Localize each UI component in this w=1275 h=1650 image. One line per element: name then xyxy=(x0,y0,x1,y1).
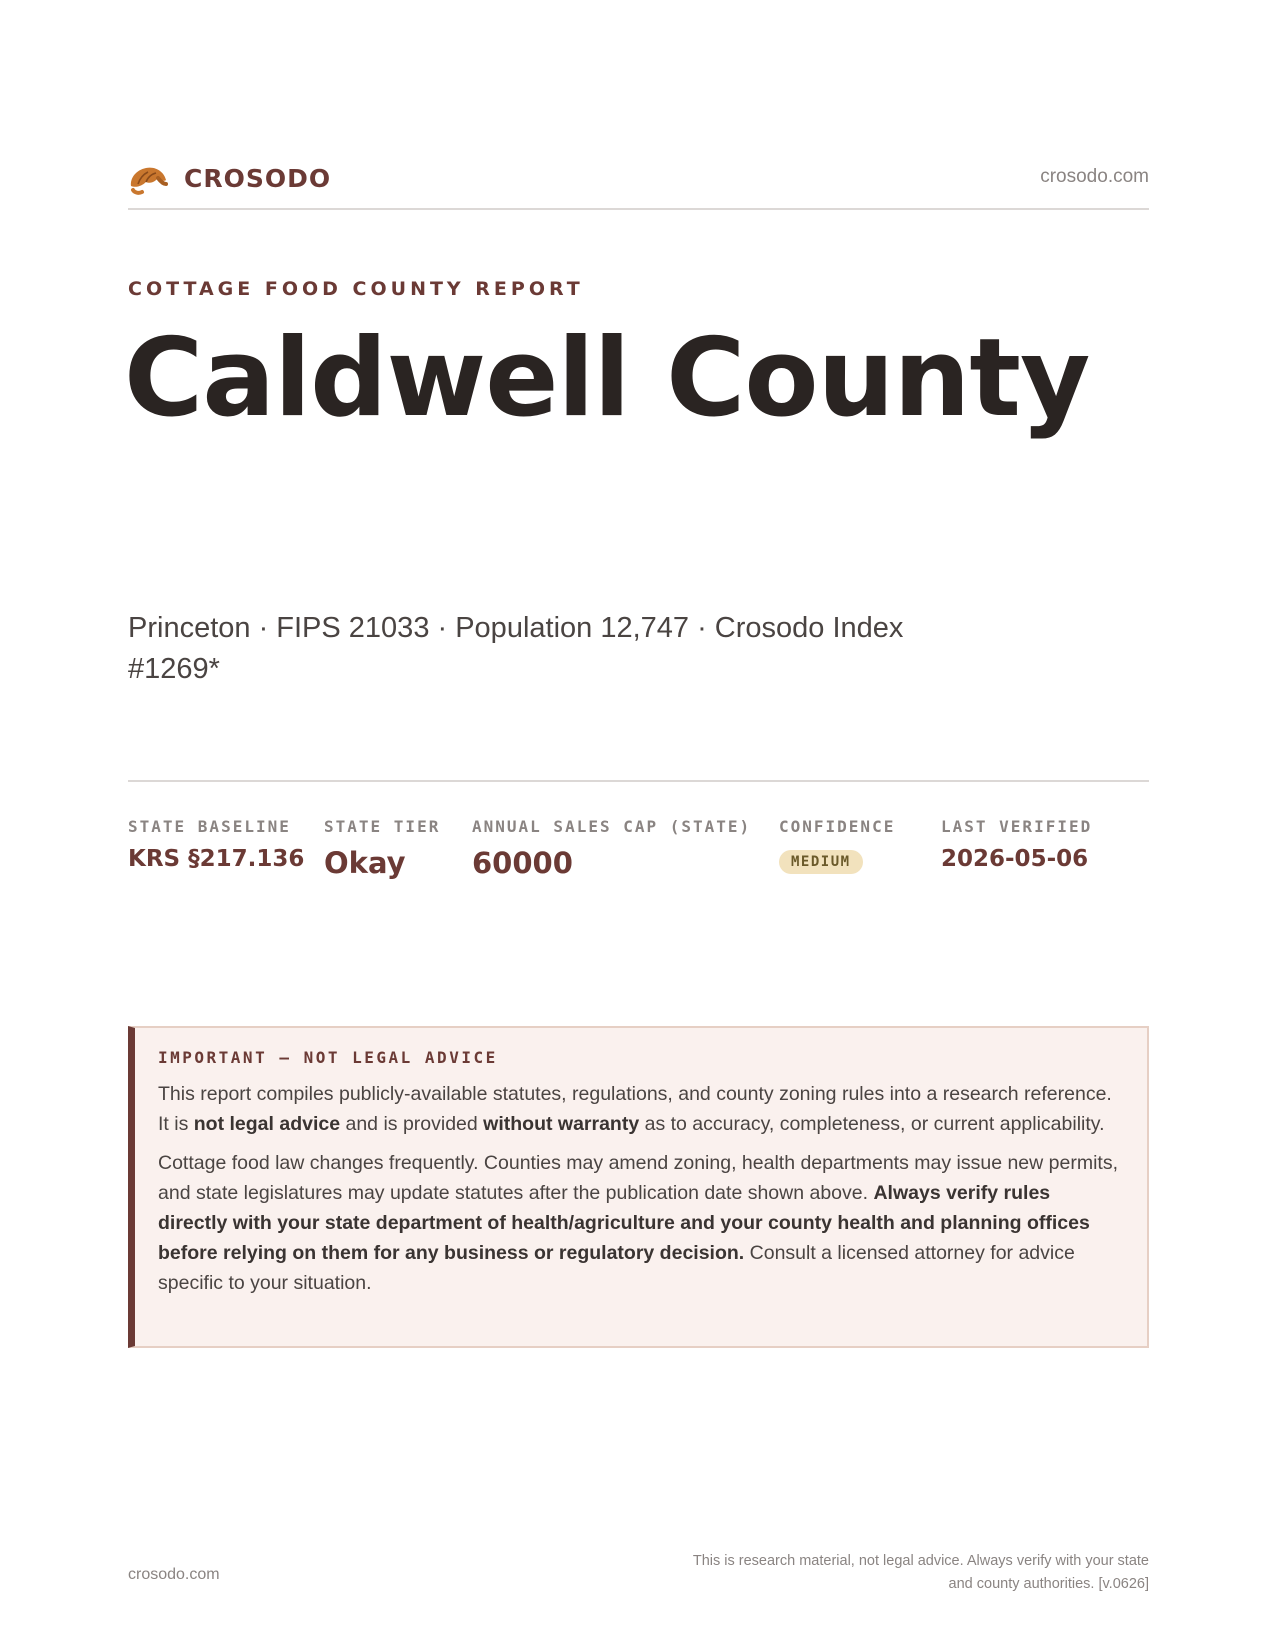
brand[interactable] xyxy=(128,160,331,196)
header-divider xyxy=(128,208,1149,210)
stat-value: KRS §217.136 xyxy=(128,846,305,872)
stat-value: 2026-05-06 xyxy=(941,846,1089,872)
page-title: Caldwell County xyxy=(124,316,1090,441)
stat-label: STATE TIER xyxy=(324,817,441,836)
brand-name: CROSODO xyxy=(184,163,332,193)
croissant-icon xyxy=(128,160,168,196)
stat-state-tier xyxy=(324,817,440,880)
notice-heading: IMPORTANT — NOT LEGAL ADVICE xyxy=(158,1048,498,1067)
stat-last-verified xyxy=(941,817,1092,872)
stat-label: ANNUAL SALES CAP (STATE) xyxy=(472,817,752,836)
stat-label: STATE BASELINE xyxy=(128,817,291,836)
report-kicker: COTTAGE FOOD COUNTY REPORT xyxy=(128,278,584,300)
page-header xyxy=(128,160,1149,210)
footer-disclaimer-line-2: and county authorities. [v.0626] xyxy=(948,1576,1149,1592)
footer-disclaimer xyxy=(629,1550,1149,1596)
footer-disclaimer-line-1: This is research material, not legal advice. Always verify with your state xyxy=(692,1553,1149,1569)
notice-paragraph-2: Cottage food law changes frequently. Counties may amend zoning, health departments may issue new permits, and state legislatures may update statutes after the publication date shown above. Always verify rules directly with your state department of health/agriculture and your county health and planning offices before relying on them for any business or regulatory decision. Consult a licensed attorney for advice specific to your situation. xyxy=(158,1152,1118,1294)
notice-paragraph-1: This report compiles publicly-available statutes, regulations, and county zoning rules into a research reference. It is not legal advice and is provided without warranty as to accuracy, completeness, or current applicability. xyxy=(158,1083,1112,1135)
stat-label: CONFIDENCE xyxy=(779,817,896,836)
report-subtitle: Princeton · FIPS 21033 · Population 12,747 · Crosodo Index #1269* xyxy=(128,612,904,685)
stats-divider xyxy=(128,780,1149,782)
legal-notice xyxy=(128,1026,1149,1348)
stat-value: 60000 xyxy=(472,846,573,880)
footer-url[interactable]: crosodo.com xyxy=(128,1566,220,1583)
header-url[interactable]: crosodo.com xyxy=(1040,166,1149,187)
stat-confidence xyxy=(779,817,895,874)
stat-value: Okay xyxy=(324,846,406,880)
stat-label: LAST VERIFIED xyxy=(941,817,1093,836)
stat-annual-sales-cap xyxy=(472,817,751,880)
stat-state-baseline xyxy=(128,817,304,872)
status-badge: MEDIUM xyxy=(779,850,863,874)
